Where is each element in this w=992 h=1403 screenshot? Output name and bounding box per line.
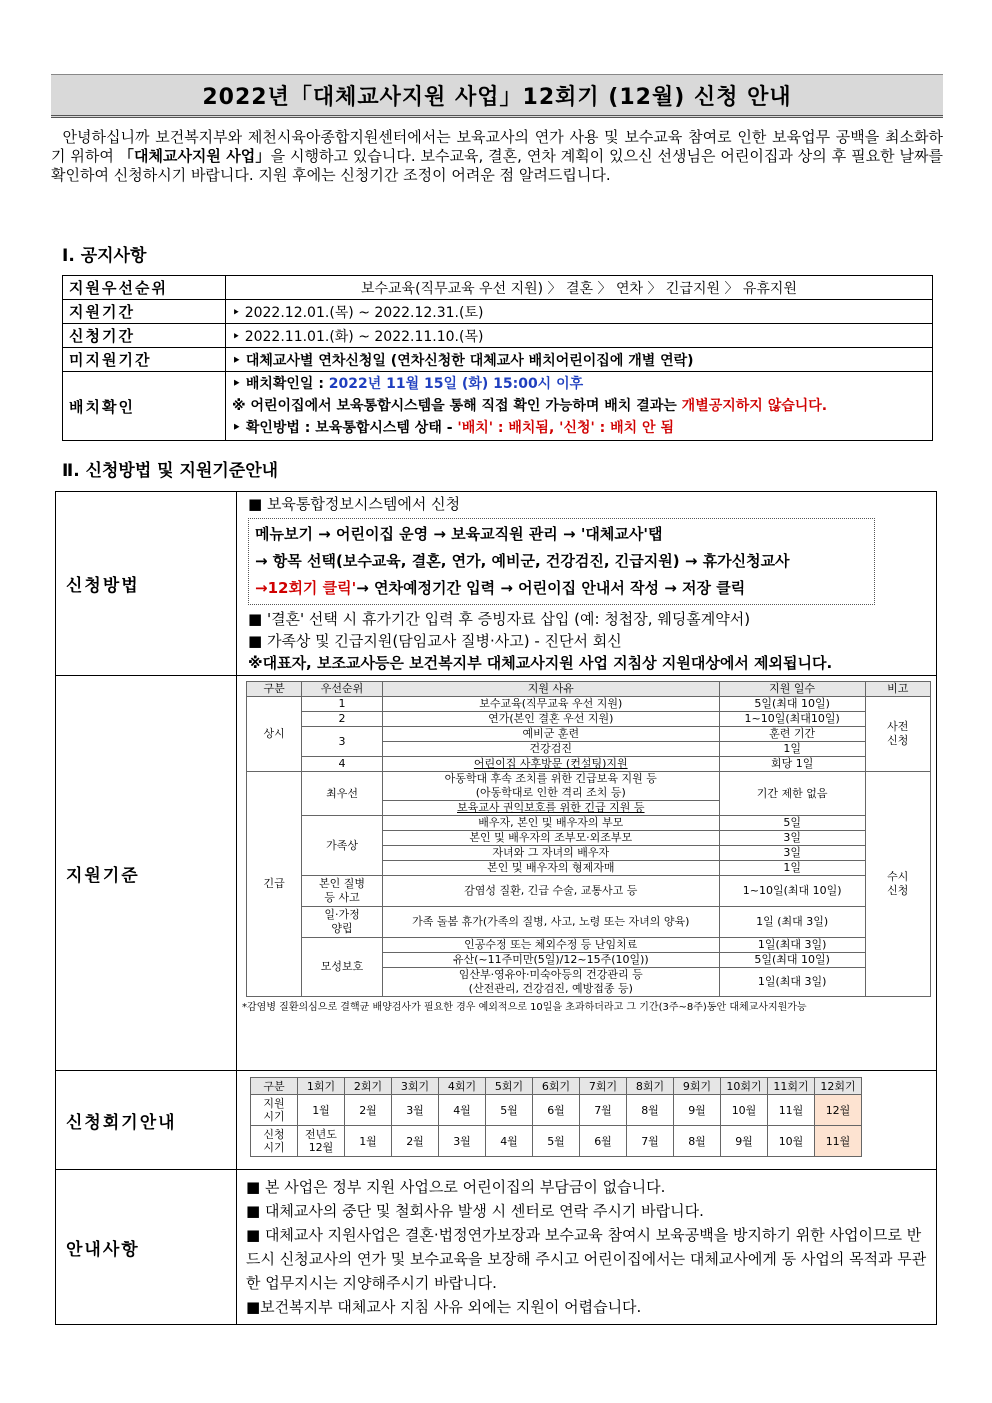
cycle-cell: 1월 [345, 1126, 392, 1157]
cycle-cell: 12회기 [815, 1078, 862, 1095]
days-cell: 회당 1일 [719, 757, 865, 772]
table-row [251, 1095, 862, 1126]
cycle-cell: 4월 [486, 1126, 533, 1157]
table-row [56, 676, 937, 1071]
criteria-content [237, 676, 937, 1071]
table-row [56, 1170, 937, 1325]
days-cell: 1~10일(최대10일) [719, 712, 865, 727]
cycle-cell: 9월 [674, 1095, 721, 1126]
days-cell: 1일 [719, 742, 865, 757]
placement-line3: ‣ 확인방법 : 보육통합시스템 상태 - [232, 420, 458, 436]
days-cell: 1일 [719, 861, 865, 876]
intro-text-1: 안녕하십니까 보건복지부와 제천시육아종합지원센터에서는 보육교사의 연가 사용 및 보수교육 참여로 인한 보육업무 공백을 최소화하기 위하여 [51, 128, 943, 165]
placement-line1: ‣ 배치확인일 : [232, 376, 329, 392]
cycle-cell: 2회기 [345, 1078, 392, 1095]
criteria-footnote: *감염병 질환의심으로 결핵균 배양검사가 필요한 경우 예외적으로 10일을 초과하더라고 그 기간(3주~8주)동안 대체교사지원가능 [242, 1002, 807, 1013]
days-cell: 3일 [719, 831, 865, 846]
reason-cell: 보수교육(직무교육 우선 지원) [382, 697, 719, 712]
cycle-cell: 2월 [392, 1126, 439, 1157]
reason-cell: 건강검진 [382, 742, 719, 757]
notice-item: ■보건복지부 대체교사 지침 사유 외에는 지원이 어렵습니다. [246, 1298, 642, 1316]
cycle-cell: 9월 [721, 1126, 768, 1157]
section1-heading: Ⅰ. 공지사항 [62, 246, 147, 266]
days-cell: 5일 [719, 816, 865, 831]
reason-cell: 임산부·영유아·미숙아등의 건강관리 등 (산전관리, 건강검진, 예방접종 등) [382, 968, 719, 997]
row-value: ‣ 2022.11.01.(화) ~ 2022.11.10.(목) [226, 324, 933, 348]
table-row [247, 712, 931, 727]
placement-line2: ※ 어린이집에서 보육통합시스템을 통해 직접 확인 가능하며 배치 결과는 [232, 398, 682, 414]
reason-cell: 보육교사 권익보호를 위한 긴급 지원 등 [382, 801, 719, 816]
reason-cell: 유산(~11주미만(5일)/12~15주(10일)) [382, 953, 719, 968]
cycle-cell: 8월 [674, 1126, 721, 1157]
cycle-cell: 7월 [580, 1095, 627, 1126]
days-cell: 5일(최대 10일) [719, 697, 865, 712]
cycle-cell: 6월 [580, 1126, 627, 1157]
cycle-cell: 5월 [533, 1126, 580, 1157]
table-row [63, 276, 933, 300]
cycle-cell: 3월 [392, 1095, 439, 1126]
row-value: ‣ 2022.12.01.(목) ~ 2022.12.31.(토) [226, 300, 933, 324]
apply-note-3: ※대표자, 보조교사등은 보건복지부 대체교사지원 사업 지침상 지원대상에서 제외됩니다. [248, 654, 833, 672]
intro-bold: 「대체교사지원 사업」 [118, 147, 271, 165]
priority-cell: 4 [302, 757, 382, 772]
reason-cell: 가족 돌봄 휴가(가족의 질병, 사고, 노령 또는 자녀의 양육) [382, 907, 719, 938]
notice-content [237, 1170, 937, 1325]
table-row [63, 348, 933, 372]
cycle-cell: 6월 [533, 1095, 580, 1126]
reason-cell: 어린이집 사후방문 (컨설팅)지원 [382, 757, 719, 772]
note-cell: 수시 신청 [865, 772, 930, 997]
cycle-row-label: 신청 시기 [251, 1126, 298, 1157]
apply-step-3-highlight: →12회기 클릭' [255, 579, 357, 597]
days-cell: 3일 [719, 846, 865, 861]
notice-item: ■ 대체교사의 중단 및 철회사유 발생 시 센터로 연락 주시기 바랍니다. [246, 1202, 704, 1220]
days-cell: 훈련 기간 [719, 727, 865, 742]
cycle-cell: 5월 [486, 1095, 533, 1126]
row-label: 신청기간 [63, 324, 226, 348]
priority-cell: 모성보호 [302, 938, 382, 997]
priority-cell: 2 [302, 712, 382, 727]
page-title [51, 74, 943, 118]
cycle-cell: 9회기 [674, 1078, 721, 1095]
cycle-cell: 6회기 [533, 1078, 580, 1095]
apply-steps-box [248, 518, 875, 605]
cycle-cell: 11월 [815, 1126, 862, 1157]
header-cell: 지원 일수 [719, 682, 865, 697]
reason-cell: 본인 및 배우자의 조부모·외조부모 [382, 831, 719, 846]
intro-text-2: 을 시행하고 있습니다. 보수교육, 결혼, 연차 계획이 있으신 선생님은 어린이집과 상의 후 필요한 날짜를 확인하여 신청하시기 바랍니다. 지원 후에는 신청기간 조정이 어려운 점 알려드립니다. [51, 147, 943, 184]
table-row [247, 697, 931, 712]
cycle-cell: 전년도 12월 [298, 1126, 345, 1157]
table-row [63, 372, 933, 441]
apply-step-1: 메뉴보기 → 어린이집 운영 → 보육교직원 관리 → '대체교사'탭 [255, 525, 663, 543]
cycle-cell: 7회기 [580, 1078, 627, 1095]
cycle-row-label: 구분 [251, 1078, 298, 1095]
table-row [247, 757, 931, 772]
cycles-label: 신청회기안내 [56, 1071, 237, 1170]
header-cell: 우선순위 [302, 682, 382, 697]
notice-item: ■ 대체교사 지원사업은 결혼·법정연가보장과 보수교육 참여시 보육공백을 방지하기 위한 사업이므로 반드시 신청교사의 연가 및 보수교육을 보장해 주시고 어린이집에서는 대체교사에게 동 사업의 목적과 무관한 업무지시는 지양해주시기 바랍니다. [246, 1226, 927, 1292]
row-value: ‣ 대체교사별 연차신청일 (연차신청한 대체교사 배치어린이집에 개별 연락) [226, 348, 933, 372]
row-label: 지원우선순위 [63, 276, 226, 300]
reason-cell: 아동학대 후속 조치를 위한 긴급보육 지원 등 (아동학대로 인한 격리 조치 등) [382, 772, 719, 801]
priority-cell: 가족상 [302, 816, 382, 876]
notice-item: ■ 본 사업은 정부 지원 사업으로 어린이집의 부담금이 없습니다. [246, 1178, 666, 1196]
apply-note-2: ■ 가족상 및 긴급지원(담임교사 질병·사고) - 진단서 회신 [248, 632, 622, 650]
row-value: 보수교육(직무교육 우선 지원) 〉 결혼 〉 연차 〉 긴급지원 〉 유휴지원 [226, 276, 933, 300]
cycle-cell: 7월 [627, 1126, 674, 1157]
table-row [251, 1078, 862, 1095]
cycle-cell: 5회기 [486, 1078, 533, 1095]
days-cell: 1일 (최대 3일) [719, 907, 865, 938]
cycle-cell: 10월 [721, 1095, 768, 1126]
days-cell: 1일(최대 3일) [719, 968, 865, 997]
header-cell: 지원 사유 [382, 682, 719, 697]
cycle-cell: 4월 [439, 1095, 486, 1126]
priority-cell: 3 [302, 727, 382, 757]
cycle-row-label: 지원 시기 [251, 1095, 298, 1126]
cycle-cell: 1회기 [298, 1078, 345, 1095]
intro-paragraph [51, 128, 943, 185]
cycle-cell: 2월 [345, 1095, 392, 1126]
table-row [247, 907, 931, 938]
reason-cell: 예비군 훈련 [382, 727, 719, 742]
table-row [247, 727, 931, 742]
placement-date: 2022년 11월 15일 (화) 15:00시 이후 [328, 376, 584, 392]
cycle-cell: 10월 [768, 1126, 815, 1157]
apply-intro: ■ 보육통합정보시스템에서 신청 [248, 495, 461, 513]
table-row [63, 300, 933, 324]
cycle-cell: 8회기 [627, 1078, 674, 1095]
cycle-cell: 12월 [815, 1095, 862, 1126]
cycles-content [237, 1071, 937, 1170]
table-row [247, 876, 931, 907]
title-text: 2022년「대체교사지원 사업」12회기 (12월) 신청 안내 [202, 84, 792, 110]
apply-label: 신청방법 [56, 492, 237, 676]
notice-table [62, 275, 933, 441]
reason-cell: 감염성 질환, 긴급 수술, 교통사고 등 [382, 876, 719, 907]
table-row [247, 816, 931, 831]
cycle-cell: 1월 [298, 1095, 345, 1126]
apply-content [237, 492, 937, 676]
table-row [247, 938, 931, 953]
priority-cell: 일·가정 양립 [302, 907, 382, 938]
cycle-cell: 3회기 [392, 1078, 439, 1095]
placement-status: '배치' : 배치됨, '신청' : 배치 안 됨 [457, 420, 674, 436]
cycle-cell: 11회기 [768, 1078, 815, 1095]
placement-warning: 개별공지하지 않습니다. [681, 398, 828, 414]
table-row [56, 492, 937, 676]
table-row [247, 682, 931, 697]
days-cell: 기간 제한 없음 [719, 772, 865, 816]
days-cell: 5일(최대 10일) [719, 953, 865, 968]
criteria-table [246, 681, 931, 997]
cycle-cell: 11월 [768, 1095, 815, 1126]
apply-step-3: → 연차예정기간 입력 → 어린이집 안내서 작성 → 저장 클릭 [356, 579, 746, 597]
placement-details [226, 372, 933, 441]
header-cell: 비고 [865, 682, 930, 697]
apply-note-1: ■ '결혼' 선택 시 휴가기간 입력 후 증빙자료 삽입 (예: 청첩장, 웨딩홀계약서) [248, 610, 751, 628]
notice-label: 안내사항 [56, 1170, 237, 1325]
cycle-cell: 8월 [627, 1095, 674, 1126]
cycle-cell: 3월 [439, 1126, 486, 1157]
priority-cell: 최우선 [302, 772, 382, 816]
header-cell: 구분 [247, 682, 302, 697]
priority-cell: 1 [302, 697, 382, 712]
reason-cell: 배우자, 본인 및 배우자의 부모 [382, 816, 719, 831]
priority-cell: 본인 질병 등 사고 [302, 876, 382, 907]
apply-table [55, 491, 937, 1325]
reason-cell: 자녀와 그 자녀의 배우자 [382, 846, 719, 861]
cycle-cell: 4회기 [439, 1078, 486, 1095]
reason-cell: 연가(본인 결혼 우선 지원) [382, 712, 719, 727]
row-label: 미지원기간 [63, 348, 226, 372]
days-cell: 1~10일(최대 10일) [719, 876, 865, 907]
reason-cell: 본인 및 배우자의 형제자매 [382, 861, 719, 876]
cycles-table [250, 1077, 862, 1157]
row-label: 배치확인 [63, 372, 226, 441]
table-row [251, 1126, 862, 1157]
table-row [56, 1071, 937, 1170]
row-label: 지원기간 [63, 300, 226, 324]
criteria-label: 지원기준 [56, 676, 237, 1071]
days-cell: 1일(최대 3일) [719, 938, 865, 953]
note-cell: 사전 신청 [865, 697, 930, 772]
apply-step-2: → 항목 선택(보수교육, 결혼, 연가, 예비군, 건강검진, 긴급지원) → 휴가신청교사 [255, 552, 790, 570]
table-row [63, 324, 933, 348]
section2-heading: Ⅱ. 신청방법 및 지원기준안내 [62, 461, 279, 481]
category-cell: 상시 [247, 697, 302, 772]
table-row [247, 772, 931, 801]
category-cell: 긴급 [247, 772, 302, 997]
cycle-cell: 10회기 [721, 1078, 768, 1095]
reason-cell: 인공수정 또는 체외수정 등 난임치료 [382, 938, 719, 953]
